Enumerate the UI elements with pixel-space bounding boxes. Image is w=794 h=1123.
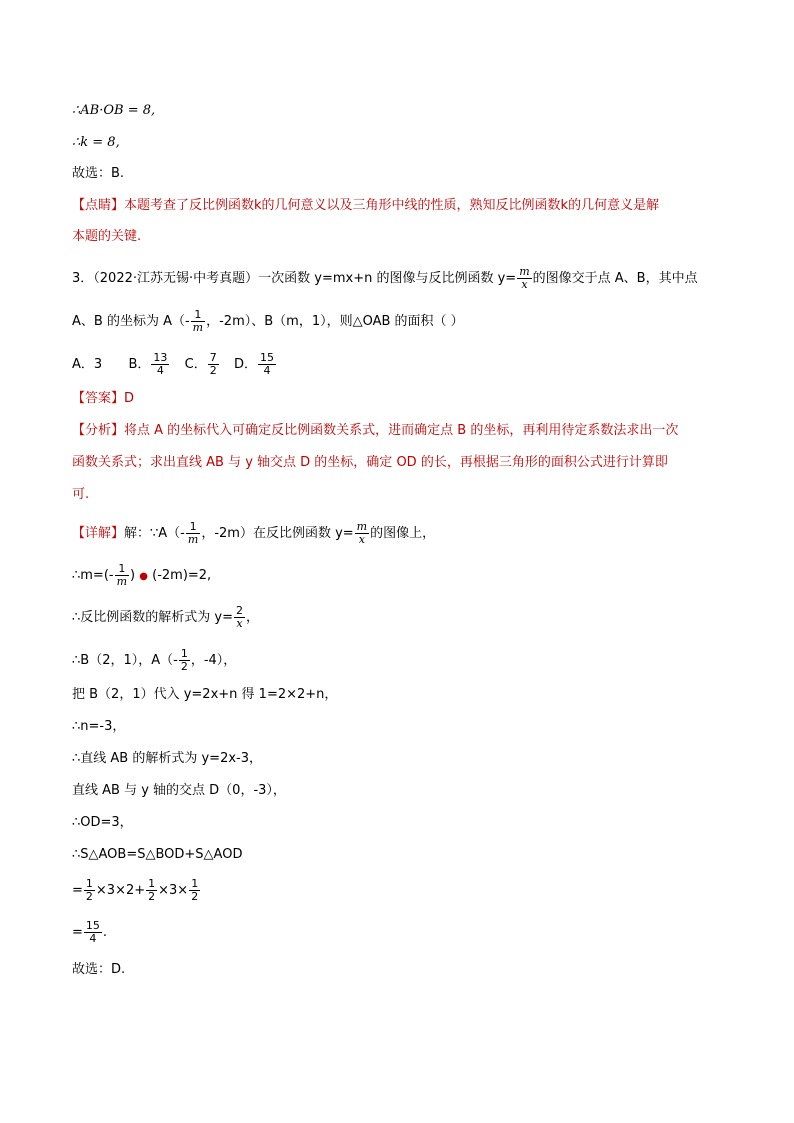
- question-3-line1: 3．（2022·江苏无锡·中考真题）一次函数 y=mx+n 的图像与反比例函数 y= $\frac{m}{x}$ 的图像交于点 A、B，其中点: [72, 265, 698, 291]
- answer-value: D: [124, 391, 135, 406]
- line-ab-ob: ∴AB·OB = 8,: [72, 103, 156, 118]
- analysis-line1: 【分析】将点 A 的坐标代入可确定反比例函数关系式，进而确定点 B 的坐标，再利用待定系数法求出一次: [72, 423, 679, 438]
- dianjing-text: 本题考查了反比例函数k的几何意义以及三角形中线的性质，熟知反比例函数k的几何意义是解: [124, 198, 660, 213]
- line-k-eq-8: ∴k = 8,: [72, 135, 120, 150]
- question-number: 3．: [72, 271, 94, 286]
- solution-line10: ∴S△AOB=S△BOD+S△AOD: [72, 847, 243, 862]
- option-d: D． $\frac{15}{4}$: [234, 351, 275, 377]
- solution-line7: ∴直线 AB 的解析式为 y=2x-3，: [72, 751, 262, 766]
- question-3-line2: A、B 的坐标为 A（- $\frac{1}{m}$ ，-2m）、B（m，1），则△OAB 的面积（ ）: [72, 308, 464, 334]
- option-c: C． $\frac{7}{2}$: [184, 351, 217, 377]
- solution-tag: 【详解】: [72, 526, 125, 541]
- dianjing-line2: 本题的关键.: [72, 229, 142, 244]
- dianjing-tag: 【点睛】: [72, 198, 125, 213]
- solution-line8: 直线 AB 与 y 轴的交点 D（0，-3），: [72, 783, 286, 798]
- solution-line5: 把 B（2，1）代入 y=2x+n 得 1=2×2+n，: [72, 687, 338, 702]
- fraction-1-over-m: $\frac{1}{m}$: [192, 308, 204, 334]
- solution-line1: 【详解】解：∵A（- $\frac{1}{m}$ ，-2m）在反比例函数 y= $\frac{m}{x}$ 的图像上，: [72, 520, 436, 546]
- multiply-dot-icon: ●: [139, 571, 148, 582]
- answer-line: [72, 390, 134, 408]
- solution-line9: ∴OD=3，: [72, 815, 133, 830]
- dianjing-line1: [72, 197, 659, 215]
- analysis-tag: 【分析】: [72, 423, 125, 438]
- solution-line4: ∴B（2，1），A（- $\frac{1}{2}$ ，-4），: [72, 647, 237, 673]
- fraction-m-over-x: $\frac{m}{x}$: [519, 265, 530, 291]
- option-a: A．3: [72, 357, 103, 372]
- solution-line3: ∴反比例函数的解析式为 y= $\frac{2}{x}$ ，: [72, 604, 260, 630]
- answer-tag: 【答案】: [72, 391, 125, 406]
- option-b: B． $\frac{13}{4}$: [128, 351, 168, 377]
- options-line: [72, 352, 277, 377]
- solution-line2: ∴m=(- $\frac{1}{m}$ ) ● (-2m)=2,: [72, 562, 212, 588]
- solution-line11: = $\frac{1}{2}$ ×3×2+ $\frac{1}{2}$ ×3× $\frac{1}{2}$: [72, 877, 199, 903]
- question-source: （2022·江苏无锡·中考真题）: [93, 271, 259, 286]
- solution-line6: ∴n=-3，: [72, 719, 126, 734]
- analysis-line3: 可.: [72, 487, 90, 502]
- analysis-line2: 函数关系式；求出直线 AB 与 y 轴交点 D 的坐标，确定 OD 的长，再根据三角形的面积公式进行计算即: [72, 455, 668, 470]
- solution-line13: 故选：D.: [72, 962, 126, 977]
- line-choose-b: 故选：B.: [72, 166, 125, 181]
- solution-line12: = $\frac{15}{4}$ .: [72, 919, 108, 945]
